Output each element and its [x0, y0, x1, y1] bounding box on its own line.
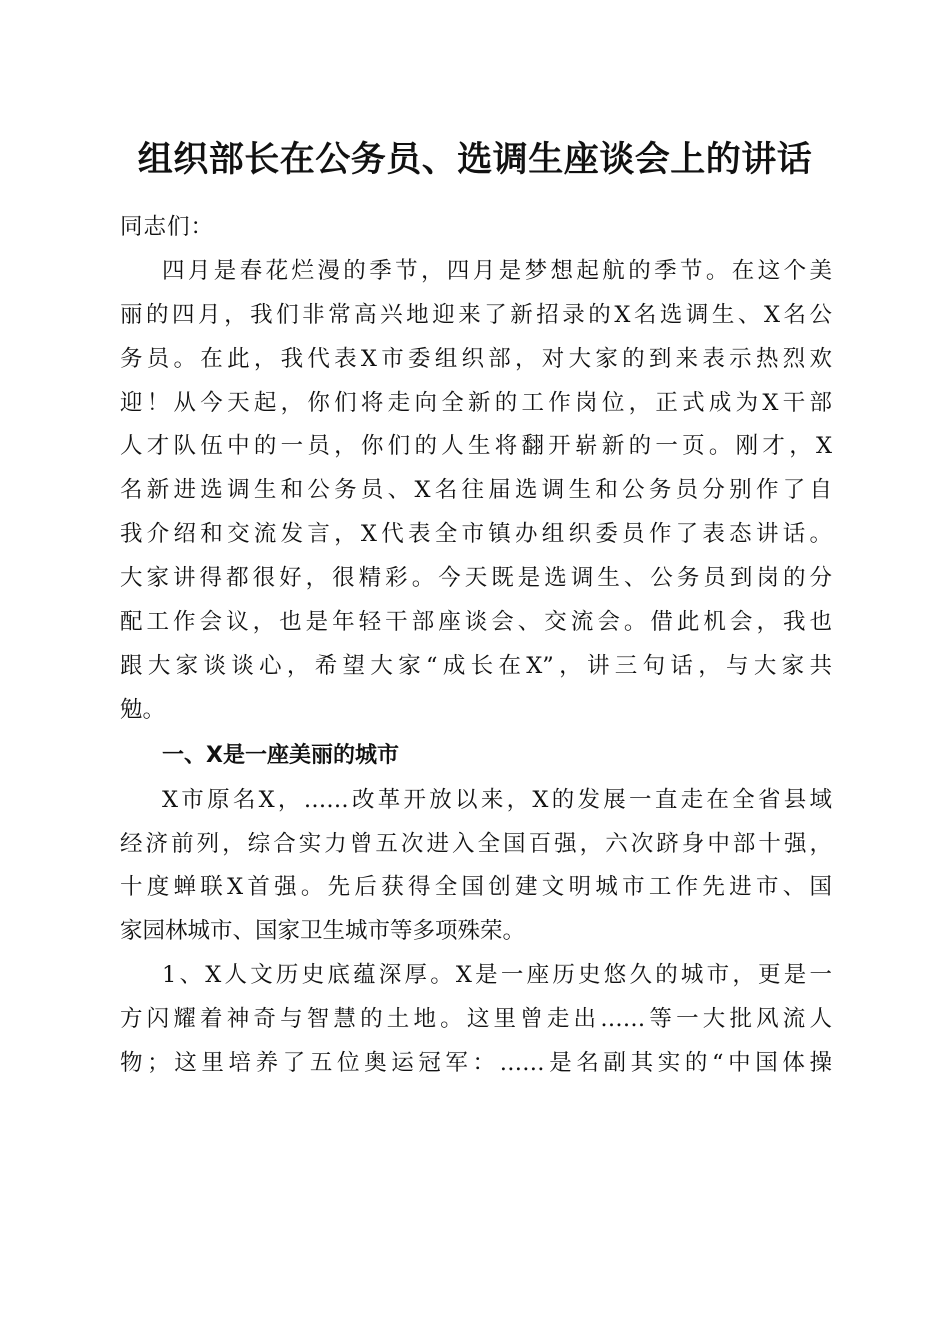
paragraph-line: 名新进选调生和公务员、X名往届选调生和公务员分别作了自 — [120, 477, 832, 504]
section-heading: 一、X是一座美丽的城市 — [162, 742, 399, 768]
greeting: 同志们： — [120, 214, 215, 240]
paragraph-line: 配工作会议，也是年轻干部座谈会、交流会。借此机会，我也 — [120, 609, 832, 636]
paragraph-line: 迎！从今天起，你们将走向全新的工作岗位，正式成为X干部 — [120, 389, 832, 416]
paragraph-line: 四月是春花烂漫的季节，四月是梦想起航的季节。在这个美 — [162, 257, 832, 284]
paragraph-history — [120, 954, 832, 1086]
paragraph-line: 家园林城市、国家卫生城市等多项殊荣。 — [120, 918, 526, 945]
paragraph-line: 十度蝉联X首强。先后获得全国创建文明城市工作先进市、国 — [120, 874, 832, 901]
paragraph-line: X市原名X，……改革开放以来，X的发展一直走在全省县域 — [162, 786, 832, 813]
paragraph-intro — [120, 250, 832, 733]
paragraph-line: 人才队伍中的一员，你们的人生将翻开崭新的一页。刚才，X — [120, 433, 832, 460]
paragraph-line: 丽的四月，我们非常高兴地迎来了新招录的X名选调生、X名公 — [120, 301, 832, 328]
paragraph-line: 方闪耀着神奇与智慧的土地。这里曾走出……等一大批风流人 — [120, 1006, 832, 1033]
document-body — [120, 206, 832, 1086]
document-title: 组织部长在公务员、选调生座谈会上的讲话 — [137, 140, 813, 180]
paragraph-line: 1、X人文历史底蕴深厚。X是一座历史悠久的城市，更是一 — [162, 962, 832, 989]
paragraph-line: 我介绍和交流发言，X代表全市镇办组织委员作了表态讲话。 — [120, 521, 832, 548]
paragraph-line: 跟大家谈谈心，希望大家“成长在X”，讲三句话，与大家共 — [120, 652, 832, 679]
paragraph-line: 经济前列，综合实力曾五次进入全国百强，六次跻身中部十强， — [120, 830, 832, 857]
paragraph-city-overview — [120, 779, 832, 955]
paragraph-line: 物；这里培养了五位奥运冠军：……是名副其实的“中国体操 — [120, 1050, 832, 1077]
paragraph-line: 勉。 — [120, 696, 166, 723]
paragraph-line: 务员。在此，我代表X市委组织部，对大家的到来表示热烈欢 — [120, 345, 832, 372]
paragraph-line: 大家讲得都很好，很精彩。今天既是选调生、公务员到岗的分 — [120, 565, 832, 592]
